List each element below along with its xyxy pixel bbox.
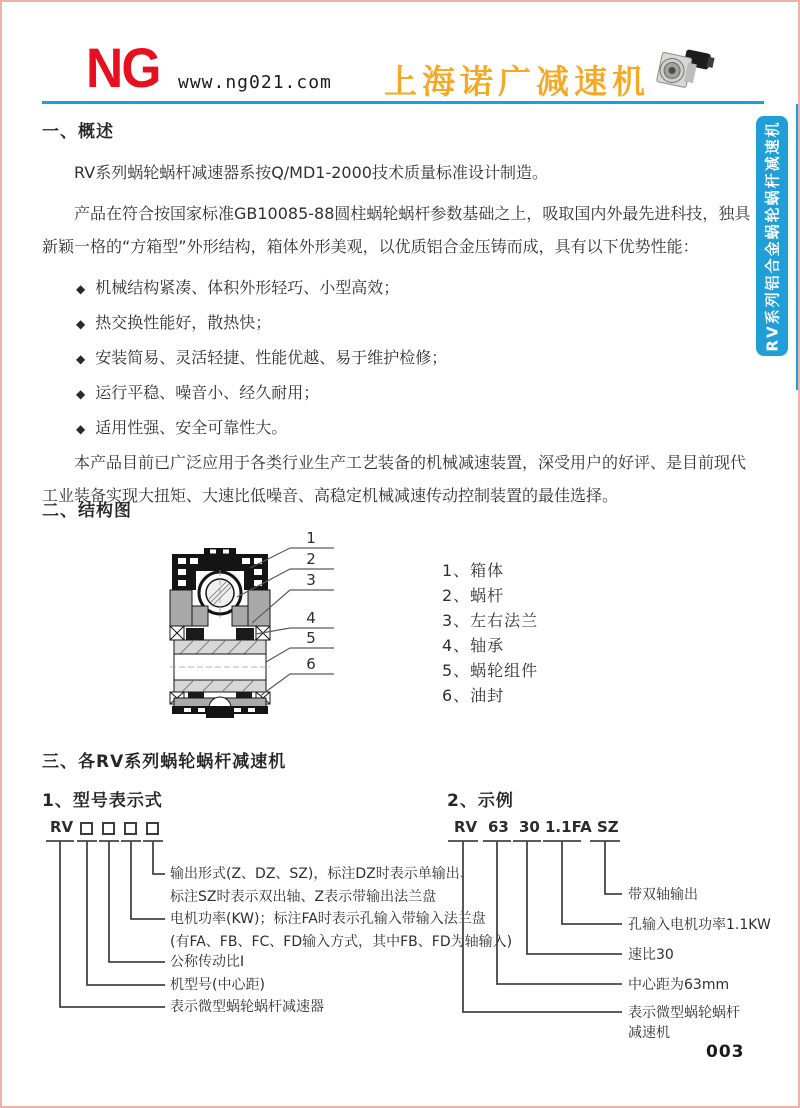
model-label-ratio: 公称传动比I (170, 954, 245, 970)
company-name: 上海诺广减速机 (384, 62, 650, 101)
overview-section (42, 122, 760, 520)
feature-text: 热交换性能好，散热快； (95, 313, 272, 332)
overview-paragraph-2: 产品在符合按国家标准GB10085-88圆柱蜗轮蜗杆参数基础之上，吸取国内外最先进科技，独具新颖一格的“方箱型”外形结构，箱体外形美观，以优质铝合金压铸而成，具有以下优势性能： (42, 204, 751, 256)
example-token-rv: RV (454, 818, 478, 836)
diamond-bullet-icon: ◆ (76, 352, 86, 366)
diamond-bullet-icon: ◆ (76, 422, 86, 436)
example-label-power: 孔输入电机功率1.1KW (628, 917, 771, 933)
example-token-63: 63 (488, 818, 509, 836)
example-token-30: 30 (519, 818, 540, 836)
model-label-power-2: (有FA、FB、FC、FD输入方式，其中FB、FD为轴输入) (170, 934, 513, 950)
model-label-model-no: 机型号(中心距) (170, 977, 265, 993)
model-prefix: RV (50, 818, 74, 836)
overview-paragraph-1: RV系列蜗轮蜗杆减速器系按Q/MD1-2000技术质量标准设计制造。 (74, 163, 548, 182)
example-label-series-2: 减速机 (628, 1025, 670, 1041)
example-label-series-1: 表示微型蜗轮蜗杆 (628, 1005, 740, 1021)
legend-item: 1、箱体 (442, 561, 505, 580)
example-token-sz: SZ (597, 818, 619, 836)
model-placeholder-box (146, 822, 159, 835)
example-token-11fa: 1.1FA (545, 818, 592, 836)
model-label-series: 表示微型蜗轮蜗杆减速器 (170, 999, 324, 1015)
feature-text: 安装简易、灵活轻捷、性能优越、易于维护检修； (95, 348, 448, 367)
feature-text: 运行平稳、噪音小、经久耐用； (95, 383, 320, 402)
example-label-center-distance: 中心距为63mm (628, 977, 730, 993)
model-placeholder-box (124, 822, 137, 835)
feature-item (42, 306, 760, 341)
website-url: www.ng021.com (178, 72, 332, 93)
model-label-power-1: 电机功率(KW)；标注FA时表示孔输入带输入法兰盘 (170, 911, 486, 927)
example-label-ratio: 速比30 (628, 947, 674, 963)
callout-number-5: 5 (306, 629, 316, 647)
legend-item: 5、蜗轮组件 (442, 661, 539, 680)
feature-text: 机械结构紧凑、体积外形轻巧、小型高效； (95, 278, 400, 297)
callout-number-1: 1 (306, 529, 316, 547)
callout-number-2: 2 (306, 550, 316, 568)
legend-item: 4、轴承 (442, 636, 505, 655)
feature-item (42, 376, 760, 411)
feature-item (42, 341, 760, 376)
legend-item: 6、油封 (442, 686, 505, 705)
feature-item (42, 271, 760, 306)
structure-diagram (168, 548, 272, 718)
page-number: 003 (706, 1042, 745, 1062)
feature-item (42, 411, 760, 446)
feature-text: 适用性强、安全可靠性大。 (95, 418, 288, 437)
model-format-heading: 1、型号表示式 (42, 791, 163, 811)
feature-list (42, 271, 760, 446)
diamond-bullet-icon: ◆ (76, 317, 86, 331)
callout-number-6: 6 (306, 655, 316, 673)
structure-legend (442, 562, 538, 712)
model-placeholder-box (102, 822, 115, 835)
model-placeholder-box (80, 822, 93, 835)
overview-paragraph-3: 本产品目前已广泛应用于各类行业生产工艺装备的机械减速装置，深受用户的好评、是目前现代工业装备实现大扭矩、大速比低噪音、高稳定机械减速传动控制装置的最佳选择。 (42, 453, 747, 505)
legend-item: 2、蜗杆 (442, 586, 505, 605)
diamond-bullet-icon: ◆ (76, 387, 86, 401)
product-photo-image (652, 44, 716, 100)
legend-item: 3、左右法兰 (442, 611, 539, 630)
example-heading: 2、示例 (447, 791, 514, 811)
model-label-output-1: 输出形式(Z、DZ、SZ)，标注DZ时表示单输出、 (170, 866, 474, 882)
sidebar-series-label: RV系列铝合金蜗轮蜗杆减速机 (763, 120, 782, 352)
callout-number-3: 3 (306, 571, 316, 589)
overview-heading: 一、概述 (42, 122, 114, 142)
callout-number-4: 4 (306, 609, 316, 627)
diamond-bullet-icon: ◆ (76, 282, 86, 296)
sidebar-series-tab (756, 116, 788, 356)
model-label-output-2: 标注SZ时表示双出轴、Z表示带输出法兰盘 (170, 889, 437, 905)
structure-heading: 二、结构图 (42, 501, 132, 521)
header-divider (42, 101, 764, 104)
sidebar-accent-line (796, 104, 799, 390)
company-logo: NG (86, 36, 160, 99)
series-heading: 三、各RV系列蜗轮蜗杆减速机 (42, 752, 287, 772)
example-label-dual-shaft: 带双轴输出 (628, 887, 698, 903)
